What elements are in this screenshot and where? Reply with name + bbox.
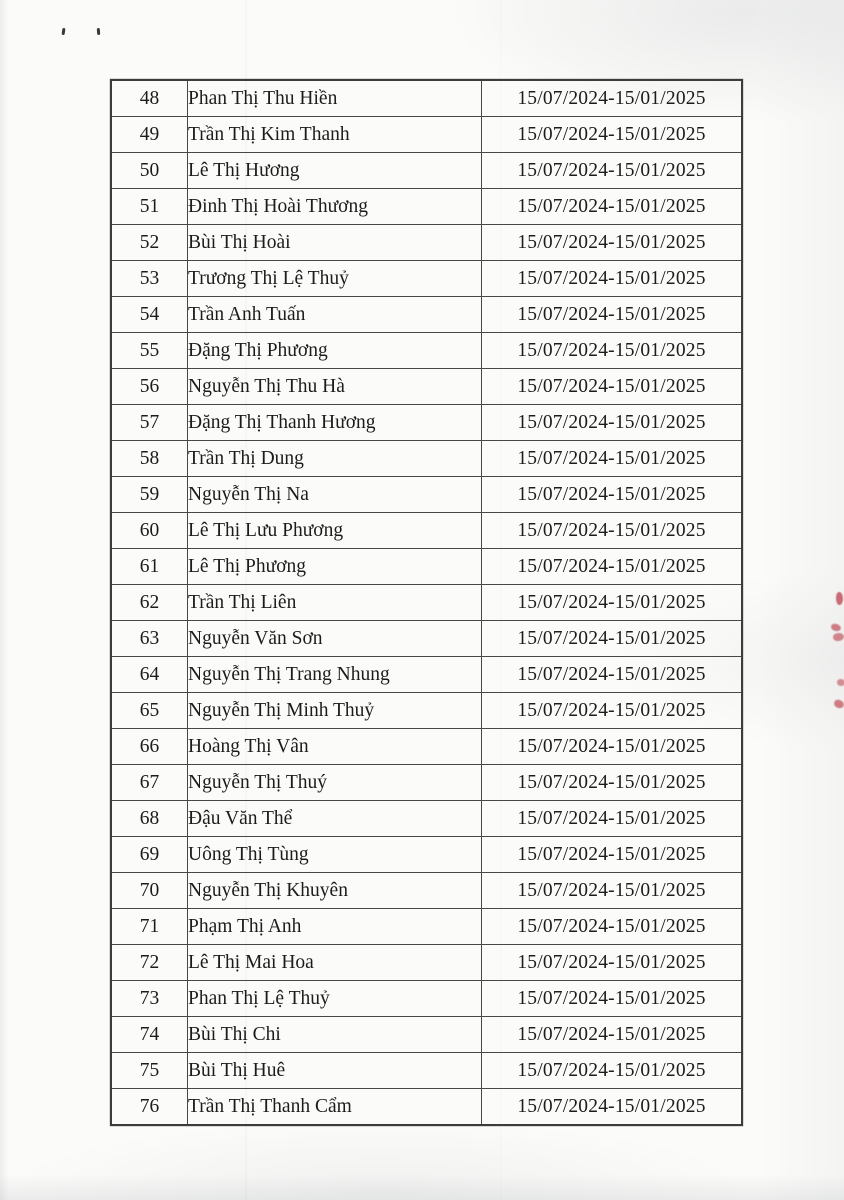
period-cell: 15/07/2024-15/01/2025 [482, 873, 743, 909]
table-row [111, 80, 742, 117]
period-cell: 15/07/2024-15/01/2025 [482, 333, 743, 369]
name-cell: Nguyễn Thị Khuyên [188, 873, 482, 909]
table-row [111, 1053, 742, 1089]
table-row [111, 405, 742, 441]
roster-table-body [111, 80, 742, 1125]
name-cell: Lê Thị Mai Hoa [188, 945, 482, 981]
table-row [111, 369, 742, 405]
table-row [111, 621, 742, 657]
period-cell: 15/07/2024-15/01/2025 [482, 981, 743, 1017]
row-number-cell: 71 [111, 909, 188, 945]
period-cell: 15/07/2024-15/01/2025 [482, 297, 743, 333]
table-row [111, 441, 742, 477]
table-row [111, 477, 742, 513]
table-row [111, 1089, 742, 1126]
table-row [111, 1017, 742, 1053]
row-number-cell: 63 [111, 621, 188, 657]
period-cell: 15/07/2024-15/01/2025 [482, 801, 743, 837]
table-row [111, 297, 742, 333]
name-cell: Nguyễn Thị Thuý [188, 765, 482, 801]
row-number-cell: 65 [111, 693, 188, 729]
table-row [111, 945, 742, 981]
period-cell: 15/07/2024-15/01/2025 [482, 261, 743, 297]
period-cell: 15/07/2024-15/01/2025 [482, 1053, 743, 1089]
table-row [111, 801, 742, 837]
red-stamp-fragment [830, 623, 841, 632]
table-row [111, 153, 742, 189]
row-number-cell: 54 [111, 297, 188, 333]
period-cell: 15/07/2024-15/01/2025 [482, 657, 743, 693]
period-cell: 15/07/2024-15/01/2025 [482, 585, 743, 621]
name-cell: Hoàng Thị Vân [188, 729, 482, 765]
period-cell: 15/07/2024-15/01/2025 [482, 837, 743, 873]
period-cell: 15/07/2024-15/01/2025 [482, 441, 743, 477]
row-number-cell: 76 [111, 1089, 188, 1126]
table-row [111, 261, 742, 297]
period-cell: 15/07/2024-15/01/2025 [482, 405, 743, 441]
name-cell: Nguyễn Thị Trang Nhung [188, 657, 482, 693]
row-number-cell: 51 [111, 189, 188, 225]
row-number-cell: 57 [111, 405, 188, 441]
table-row [111, 585, 742, 621]
red-stamp-fragment [836, 592, 843, 605]
table-row [111, 729, 742, 765]
period-cell: 15/07/2024-15/01/2025 [482, 765, 743, 801]
name-cell: Phan Thị Thu Hiền [188, 80, 482, 117]
name-cell: Trần Thị Thanh Cẩm [188, 1089, 482, 1126]
table-row [111, 225, 742, 261]
period-cell: 15/07/2024-15/01/2025 [482, 513, 743, 549]
row-number-cell: 49 [111, 117, 188, 153]
name-cell: Phan Thị Lệ Thuỷ [188, 981, 482, 1017]
row-number-cell: 73 [111, 981, 188, 1017]
period-cell: 15/07/2024-15/01/2025 [482, 909, 743, 945]
red-stamp-fragment [833, 699, 844, 710]
period-cell: 15/07/2024-15/01/2025 [482, 225, 743, 261]
row-number-cell: 70 [111, 873, 188, 909]
name-cell: Đậu Văn Thể [188, 801, 482, 837]
table-row [111, 837, 742, 873]
row-number-cell: 59 [111, 477, 188, 513]
period-cell: 15/07/2024-15/01/2025 [482, 80, 743, 117]
period-cell: 15/07/2024-15/01/2025 [482, 945, 743, 981]
name-cell: Nguyễn Thị Thu Hà [188, 369, 482, 405]
period-cell: 15/07/2024-15/01/2025 [482, 369, 743, 405]
row-number-cell: 75 [111, 1053, 188, 1089]
table-row [111, 657, 742, 693]
period-cell: 15/07/2024-15/01/2025 [482, 477, 743, 513]
table-row [111, 513, 742, 549]
name-cell: Trần Thị Dung [188, 441, 482, 477]
name-cell: Bùi Thị Huê [188, 1053, 482, 1089]
name-cell: Phạm Thị Anh [188, 909, 482, 945]
period-cell: 15/07/2024-15/01/2025 [482, 153, 743, 189]
name-cell: Uông Thị Tùng [188, 837, 482, 873]
name-cell: Nguyễn Văn Sơn [188, 621, 482, 657]
name-cell: Lê Thị Hương [188, 153, 482, 189]
period-cell: 15/07/2024-15/01/2025 [482, 549, 743, 585]
row-number-cell: 60 [111, 513, 188, 549]
row-number-cell: 48 [111, 80, 188, 117]
name-cell: Trần Thị Kim Thanh [188, 117, 482, 153]
name-cell: Trương Thị Lệ Thuỷ [188, 261, 482, 297]
table-row [111, 909, 742, 945]
name-cell: Trần Thị Liên [188, 585, 482, 621]
period-cell: 15/07/2024-15/01/2025 [482, 1089, 743, 1126]
name-cell: Nguyễn Thị Na [188, 477, 482, 513]
row-number-cell: 74 [111, 1017, 188, 1053]
row-number-cell: 55 [111, 333, 188, 369]
name-cell: Nguyễn Thị Minh Thuỷ [188, 693, 482, 729]
period-cell: 15/07/2024-15/01/2025 [482, 117, 743, 153]
table-row [111, 333, 742, 369]
name-cell: Trần Anh Tuấn [188, 297, 482, 333]
red-stamp-fragment [837, 679, 844, 686]
ink-speck [97, 28, 100, 35]
name-cell: Đặng Thị Thanh Hương [188, 405, 482, 441]
row-number-cell: 72 [111, 945, 188, 981]
name-cell: Lê Thị Phương [188, 549, 482, 585]
table-row [111, 693, 742, 729]
row-number-cell: 62 [111, 585, 188, 621]
name-cell: Đinh Thị Hoài Thương [188, 189, 482, 225]
name-cell: Bùi Thị Chi [188, 1017, 482, 1053]
table-row [111, 873, 742, 909]
row-number-cell: 50 [111, 153, 188, 189]
row-number-cell: 58 [111, 441, 188, 477]
name-cell: Lê Thị Lưu Phương [188, 513, 482, 549]
period-cell: 15/07/2024-15/01/2025 [482, 693, 743, 729]
row-number-cell: 53 [111, 261, 188, 297]
row-number-cell: 69 [111, 837, 188, 873]
table-row [111, 549, 742, 585]
row-number-cell: 67 [111, 765, 188, 801]
ink-speck [62, 28, 66, 35]
name-cell: Đặng Thị Phương [188, 333, 482, 369]
period-cell: 15/07/2024-15/01/2025 [482, 1017, 743, 1053]
name-cell: Bùi Thị Hoài [188, 225, 482, 261]
row-number-cell: 68 [111, 801, 188, 837]
table-row [111, 765, 742, 801]
period-cell: 15/07/2024-15/01/2025 [482, 189, 743, 225]
red-stamp-fragment [832, 632, 844, 642]
period-cell: 15/07/2024-15/01/2025 [482, 621, 743, 657]
roster-table [110, 79, 743, 1126]
table-row [111, 189, 742, 225]
row-number-cell: 61 [111, 549, 188, 585]
period-cell: 15/07/2024-15/01/2025 [482, 729, 743, 765]
row-number-cell: 66 [111, 729, 188, 765]
table-row [111, 117, 742, 153]
row-number-cell: 52 [111, 225, 188, 261]
row-number-cell: 64 [111, 657, 188, 693]
row-number-cell: 56 [111, 369, 188, 405]
table-row [111, 981, 742, 1017]
